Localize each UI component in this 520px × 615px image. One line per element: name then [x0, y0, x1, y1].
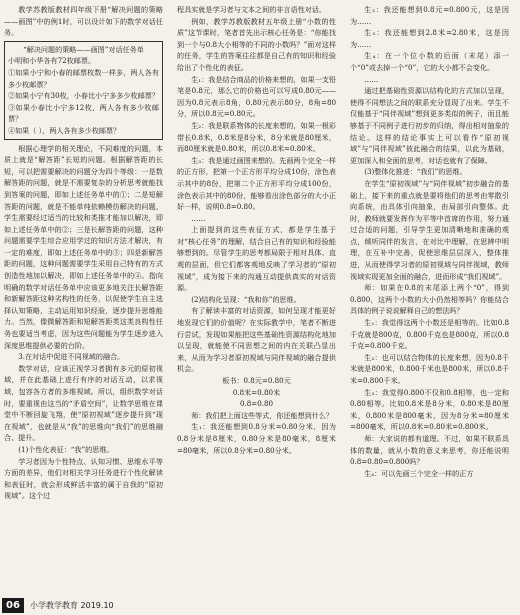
paragraph: 学习者因为个性特点、认知习惯、思维水平等方面的差异，他们对相关学习任务进行个性化解读和表征时，就会形成鲜活丰富的属于自我的“原初视域”。这个过	[4, 456, 163, 501]
student-response: 生₁：我觉得这两个小数还是相等的。比如0.8千克就是800克，0.800千克也是800克，所以0.8千克=0.800千克。	[350, 318, 509, 351]
subsection-heading: (3)整体化推进：“我们”的思维。	[364, 167, 467, 177]
student-response: 生₃：我觉得0.800不仅和0.8相等，也一定和0.80相等。比如0.8米是8分米，0.80米是80厘米，0.800米是800毫米，因为8分米=80厘米=800毫米，所以0.8米=0.80米=0.800米。	[350, 387, 509, 432]
teacher-question: 师：大家说的都有道理。不过，如果不联系具体的数量，就从小数的意义来思考，你还能说明0.8=0.80=0.800吗？	[350, 433, 509, 467]
teacher-question: 师：如果在0.8的末尾添上两个“0”，得到0.800，这两个小数的大小仍然相等吗？你能结合具体的例子说说解释自己的想法吗？	[350, 283, 509, 316]
student-response: 生₂：我是联系物体的长度来想的，如果一根彩带长0.8米，0.8米是8分米，8分米就是80厘米，而80厘米就是0.80米，所以0.8米=0.80米。	[177, 120, 336, 154]
paragraph: 例如，教学苏教版教材五年级上册“小数的性质”这节课时，笔者首先出示核心任务是：“你能找到一个与0.8大小相等的不同的小数吗？”面对这样的任务，学生的答案往往都是自己有的知识和经验给出了个性化的表征。	[177, 16, 336, 72]
student-response: 生₁：我还能想到0.8分米=0.80分米，因为0.8分米是8厘米，0.80分米是80毫米，8厘米=80毫米，所以0.8分米=0.80分米。	[177, 422, 336, 455]
task-sheet-item: ③如果小春比小宁多12枚，两人各有多少枚邮票？	[8, 102, 159, 124]
board-expression: 0.8米=0.80米	[232, 387, 281, 397]
paragraph: 根据心理学的相关理论，不同难度的问题，本质上就是“解答距”长短的问题。根据解答距的长短，可以把需要解决的问题分为四个等级：一是数解答距的问题，就是不需要复杂的分析思考就能找到答案的问题，即如上述任务单中的①；二是短解答距的问题，就是不能单纯依赖模仿解决的问题，学生需要经过适当的比较和类推才能加以解决，即如上述任务单中的②；三是长解答距的问题，这种问题需要学生综合应用学过的知识方法才解决，有一定的难度，即如上述任务单中的③；四是新解答距的问题，这种问题需要学生采用自己特有的方式创造性地加以解决，即如上述任务单中的④。指向明确的数学对话任务单中应该更多地关注长解答距和新解答距这种劣构性的任务，以促使学生自主选择认知策略，主动运用知识经验，逐步提升思维能力。当然，像微解答距和短解答距类这类良构性任务也要适当考虑，因为这些问题能为学生逐步进入深度思维提供必要的台阶。	[4, 143, 163, 350]
paragraph: 教学苏教版教材四年级下册“解决问题的策略——画图”中的例1时，可以设计如下的数学对话任务。	[4, 5, 163, 38]
ellipsis: ……	[364, 74, 379, 84]
subsection-heading: (2)结构化呈现：“我和你”的思维。	[191, 294, 301, 304]
paragraph: 通过把基础性资源以结构化的方式加以呈现，使得不同想法之间的联系充分显现了出来。学生不仅能基于“同伴视域”想到更多类似的例子，而且能够基于不同例子进行初步的归纳，得出相对抽象的结论。这样的结论事实上可以看作“原初视域”与“同伴视域”彼此融合的结果，以此为基础，更加深入和全面的思考，对话也就有了保障。	[350, 86, 509, 165]
journal-name: 小学教学教育 2019.10	[30, 601, 114, 610]
task-sheet-item: ②如果小宁有30枚，小春比小宁多多少枚邮票？	[8, 91, 159, 101]
paragraph: 有了解读丰富的对话资源，如何呈现才能更好地发现它们的价值呢？在实际教学中，笔者不断进行尝试，发现如果能把这些基础性资源结构化地加以呈现，就能使不同思想之间的内在关联凸显出来，从而为学习者原初视域与同伴视域的融合提供机会。	[177, 306, 336, 374]
task-sheet-item: 小明和小华各有72枚邮票。	[8, 56, 96, 66]
board-expression: 板书：0.8元=0.80元	[222, 376, 291, 385]
paragraph: 数学对话，应该正视学习者拥有多元的原初视域，并在此基础上进行有序的对话互动，以求视域，包容各方者的多维视域。所以，组织数学对话时，要重视由这当的“矛盾空间”，让数学思维在课堂中不断回旋飞翔，使“原初视域”逐步提升到“现在视域”，也就是从“我”的思维向“我们”的思维融合、提升。	[4, 363, 163, 443]
student-response: 生₄：可以先画三个完全一样的正方	[364, 468, 474, 478]
paragraph: 程具实就是学习者与文本之间的非言语性对话。	[177, 5, 326, 14]
student-response: 生₂：也可以结合物体的长度来想，因为0.8千米就是800米，0.800千米也是800米，所以0.8千米=0.800千米。	[350, 352, 509, 385]
task-sheet-title: “解决问题的策略——画图”对话任务单	[23, 44, 144, 54]
column-2	[177, 4, 336, 596]
student-response: 生₃：我是通过画图来想的。先画两个完全一样的正方形，把第一个正方形平均分成10份，涂色表示其中的8份，把第二个正方形平均分成100份，涂色表示其中的80份，能够看出涂色部分的大小正好一样，说明0.8=0.80。	[177, 155, 336, 212]
ellipsis: ……	[191, 213, 206, 223]
page-footer	[0, 598, 520, 615]
student-response: 生₂：我还能想到0.8元=0.800元，这是因为……	[350, 5, 509, 26]
board-expression: 0.8=0.80	[239, 399, 274, 409]
student-response: 生₄：在一个位小数的后面（末尾）添一个“0”或去掉一个“0”，它的大小都不会变化。	[350, 51, 509, 72]
column-1	[4, 4, 163, 596]
section-heading: 3.在对话中促进不同视域的融合。	[18, 352, 125, 362]
subsection-heading: (1)个性化表征：“我”的思维。	[18, 444, 114, 454]
task-sheet-box	[4, 41, 163, 140]
task-sheet-item: ①如果小宁和小春的邮票枚数一样多，两人各有多少枚邮票？	[8, 67, 159, 89]
task-sheet-item: ④如果（ ），两人各有多少枚邮票？	[8, 125, 121, 135]
student-response: 生₁：我是结合商品的价格来想的，如果一支铅笔是0.8元，那么它的价格也可以写成0.80元——因为0.8元表示8角，0.80元表示80分，8角=80分，所以0.8元=0.80元。	[177, 74, 336, 119]
teacher-question: 师：我们把上面这些等式，你还能想到什么？	[191, 410, 334, 420]
student-response: 生₃：我还能想到2.8米=2.80米，这是因为……	[350, 28, 509, 49]
paragraph: 在学生“原初视域”与“同伴视域”初步融合的基础上，接下来的重点就是要将他们的思考由零散引向系统，由具体引向抽象，由局部引向整体。此时，教师就要发挥作为平等中首席的作用，努力通过合适的问题，引导学生更加清晰地和准确的观点，倾听同伴的发言，在对比中理解，在思辨中明理，在互补中完善，促使思维层层深入，整体推进，从而使得学习者的原初视域与同伴视域，教师视域实现更加全面的融合，进而形成“我们视域”。	[350, 178, 509, 281]
page-number: 06	[2, 598, 24, 613]
column-3	[350, 4, 509, 596]
paragraph: 上面提到的这些表征方式，都是学生基于对“核心任务”的理解，结合自己有的知识和经验能够想到的。尽管学生的思考都局限于相对具体、直观的层面，但它们都客观地反映了学习者的“原初视域”，成为接下来的沟通互动提供真实的对话资源。	[177, 225, 336, 293]
